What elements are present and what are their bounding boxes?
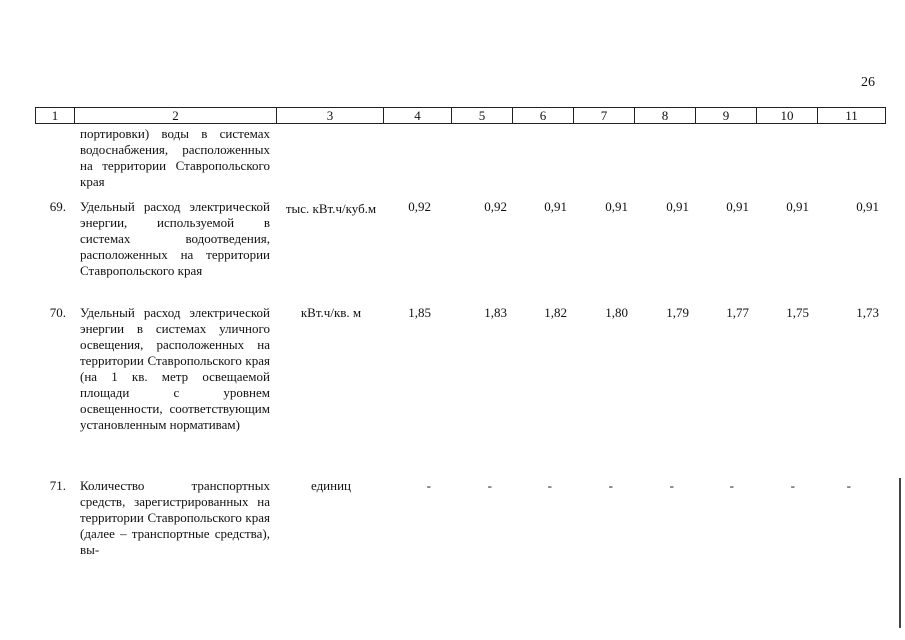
- header-col-2: 2: [75, 108, 277, 123]
- header-col-5: 5: [452, 108, 513, 123]
- header-col-8: 8: [635, 108, 696, 123]
- row-70-number: 70.: [49, 305, 66, 320]
- row-70-unit: кВт.ч/кв. м: [300, 305, 362, 320]
- row-69-value-4: 0,92: [408, 199, 431, 214]
- header-col-6: 6: [513, 108, 574, 123]
- row-69-unit: тыс. кВт.ч/куб.м: [285, 201, 377, 216]
- page-number: 26: [861, 75, 875, 90]
- row-71-value-8: -: [669, 478, 674, 493]
- row-70-value-7: 1,80: [605, 305, 628, 320]
- row-71-value-5: -: [487, 478, 492, 493]
- row-70-value-8: 1,79: [666, 305, 689, 320]
- table-header: [35, 107, 886, 124]
- row-70-value-5: 1,83: [484, 305, 507, 320]
- header-col-9: 9: [696, 108, 757, 123]
- row-71-number: 71.: [49, 478, 66, 493]
- row-71-description: Количество транспортных средств, зарегистрированных на территории Ставропольского края (далее – транспортные средства), вы-: [80, 478, 270, 557]
- continuation-text: портировки) воды в системах водоснабжения, расположенных на территории Ставропольского края: [80, 126, 270, 189]
- row-70-value-10: 1,75: [786, 305, 809, 320]
- row-70-value-9: 1,77: [726, 305, 749, 320]
- header-col-4: 4: [384, 108, 452, 123]
- row-69-value-7: 0,91: [605, 199, 628, 214]
- row-71-value-11: -: [846, 478, 851, 493]
- header-col-3: 3: [277, 108, 384, 123]
- row-70-value-6: 1,82: [544, 305, 567, 320]
- row-69-value-5: 0,92: [484, 199, 507, 214]
- row-71-value-10: -: [790, 478, 795, 493]
- row-69-value-11: 0,91: [856, 199, 879, 214]
- row-71-value-4: -: [426, 478, 431, 493]
- row-69-value-9: 0,91: [726, 199, 749, 214]
- row-69-value-8: 0,91: [666, 199, 689, 214]
- row-70-value-11: 1,73: [856, 305, 879, 320]
- row-69-value-6: 0,91: [544, 199, 567, 214]
- row-71-value-6: -: [547, 478, 552, 493]
- row-69-value-10: 0,91: [786, 199, 809, 214]
- row-71-value-9: -: [729, 478, 734, 493]
- row-70-value-4: 1,85: [408, 305, 431, 320]
- header-col-11: 11: [845, 108, 858, 123]
- row-71-value-7: -: [608, 478, 613, 493]
- header-col-10: 10: [757, 108, 818, 123]
- row-71-unit: единиц: [310, 478, 352, 493]
- row-69-number: 69.: [49, 199, 66, 214]
- header-col-1: 1: [36, 108, 75, 123]
- header-col-7: 7: [574, 108, 635, 123]
- scan-edge-line: [899, 478, 901, 628]
- row-69-description: Удельный расход электрической энергии, используемой в системах водоотведения, расположенных на территории Ставропольского края: [80, 199, 270, 278]
- row-70-description: Удельный расход электрической энергии в системах уличного освещения, расположенных на территории Ставропольского края (на 1 кв. метр освещаемой площади с уровнем освещенности, соответствующим установленным нормативам): [80, 305, 270, 432]
